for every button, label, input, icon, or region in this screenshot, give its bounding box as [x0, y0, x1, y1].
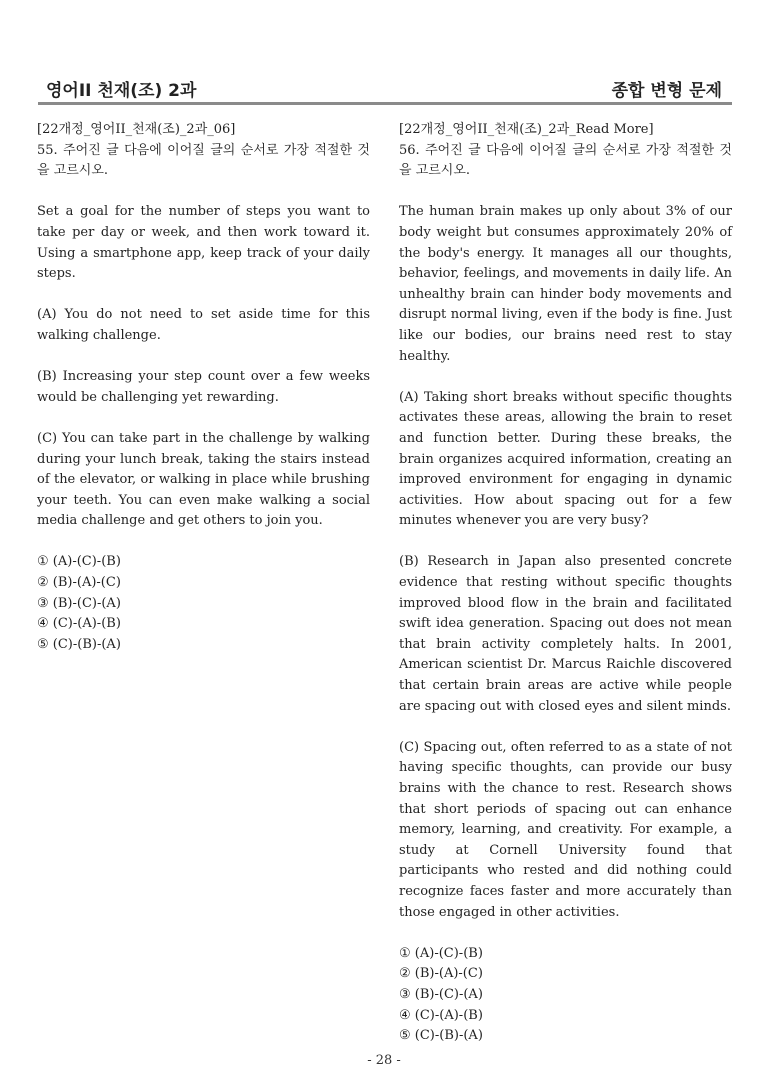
choice-5[interactable]: ⑤ (C)-(B)-(A)	[37, 636, 121, 652]
part-a: (A) Taking short breaks without specific thoughts activates these areas, allowing the brain to reset and function better. During these breaks, the brain organizes acquired information, creating an improved environment for engaging in dynamic activities. How about spacing out for a few minutes whenever you are very busy?	[399, 389, 732, 529]
answer-choices	[37, 552, 370, 655]
question-passage: Set a goal for the number of steps you want to take per day or week, and then work toward it. Using a smartphone app, keep track of your daily steps.	[37, 204, 370, 282]
choice-2[interactable]: ② (B)-(A)-(C)	[399, 966, 483, 982]
page-header	[38, 72, 732, 102]
header-title: 영어II 천재(조) 2과	[46, 81, 197, 101]
choice-4[interactable]: ④ (C)-(A)-(B)	[399, 1007, 483, 1023]
choice-2[interactable]: ② (B)-(A)-(C)	[37, 575, 121, 591]
question-prompt: 56. 주어진 글 다음에 이어질 글의 순서로 가장 적절한 것을 고르시오.	[399, 142, 732, 179]
choice-4[interactable]: ④ (C)-(A)-(B)	[37, 616, 121, 632]
choice-3[interactable]: ③ (B)-(C)-(A)	[37, 595, 121, 611]
choice-1[interactable]: ① (A)-(C)-(B)	[37, 554, 121, 570]
question-56	[399, 120, 732, 1047]
header-rule	[38, 102, 732, 105]
page-number: - 28 -	[367, 1053, 401, 1068]
question-prompt: 55. 주어진 글 다음에 이어질 글의 순서로 가장 적절한 것을 고르시오.	[37, 142, 370, 179]
choice-1[interactable]: ① (A)-(C)-(B)	[399, 945, 483, 961]
part-a: (A) You do not need to set aside time for this walking challenge.	[37, 307, 370, 343]
question-source: [22개정_영어II_천재(조)_2과_06]	[37, 122, 236, 137]
question-passage: The human brain makes up only about 3% of our body weight but consumes approximately 20% of the body's energy. It manages all our thoughts, behavior, feelings, and movements in daily life. An unhealthy brain can hinder body movements and disrupt normal living, even if the body is fine. Just like our bodies, our brains need rest to stay healthy.	[399, 204, 732, 364]
choice-5[interactable]: ⑤ (C)-(B)-(A)	[399, 1028, 483, 1044]
question-source: [22개정_영어II_천재(조)_2과_Read More]	[399, 122, 654, 137]
part-c: (C) You can take part in the challenge by walking during your lunch break, taking the stairs instead of the elevator, or walking in place while brushing your teeth. You can even make walking a social media challenge and get others to join you.	[37, 430, 370, 529]
choice-3[interactable]: ③ (B)-(C)-(A)	[399, 986, 483, 1002]
part-c: (C) Spacing out, often referred to as a state of not having specific thoughts, can provide our busy brains with the chance to rest. Research shows that short periods of spacing out can enhance memory, learning, and creativity. For example, a study at Cornell University found that participants who rested and did nothing could recognize faces faster and more accurately than those engaged in other activities.	[399, 739, 732, 920]
question-55	[37, 120, 370, 655]
part-b: (B) Research in Japan also presented concrete evidence that resting without specific thoughts improved blood flow in the brain and facilitated swift idea generation. Spacing out does not mean that brain activity completely halts. In 2001, American scientist Dr. Marcus Raichle discovered that certain brain areas are active while people are spacing out with closed eyes and silent minds.	[399, 554, 732, 714]
part-b: (B) Increasing your step count over a few weeks would be challenging yet rewarding.	[37, 369, 370, 405]
header-section: 종합 변형 문제	[611, 81, 722, 101]
answer-choices	[399, 944, 732, 1047]
